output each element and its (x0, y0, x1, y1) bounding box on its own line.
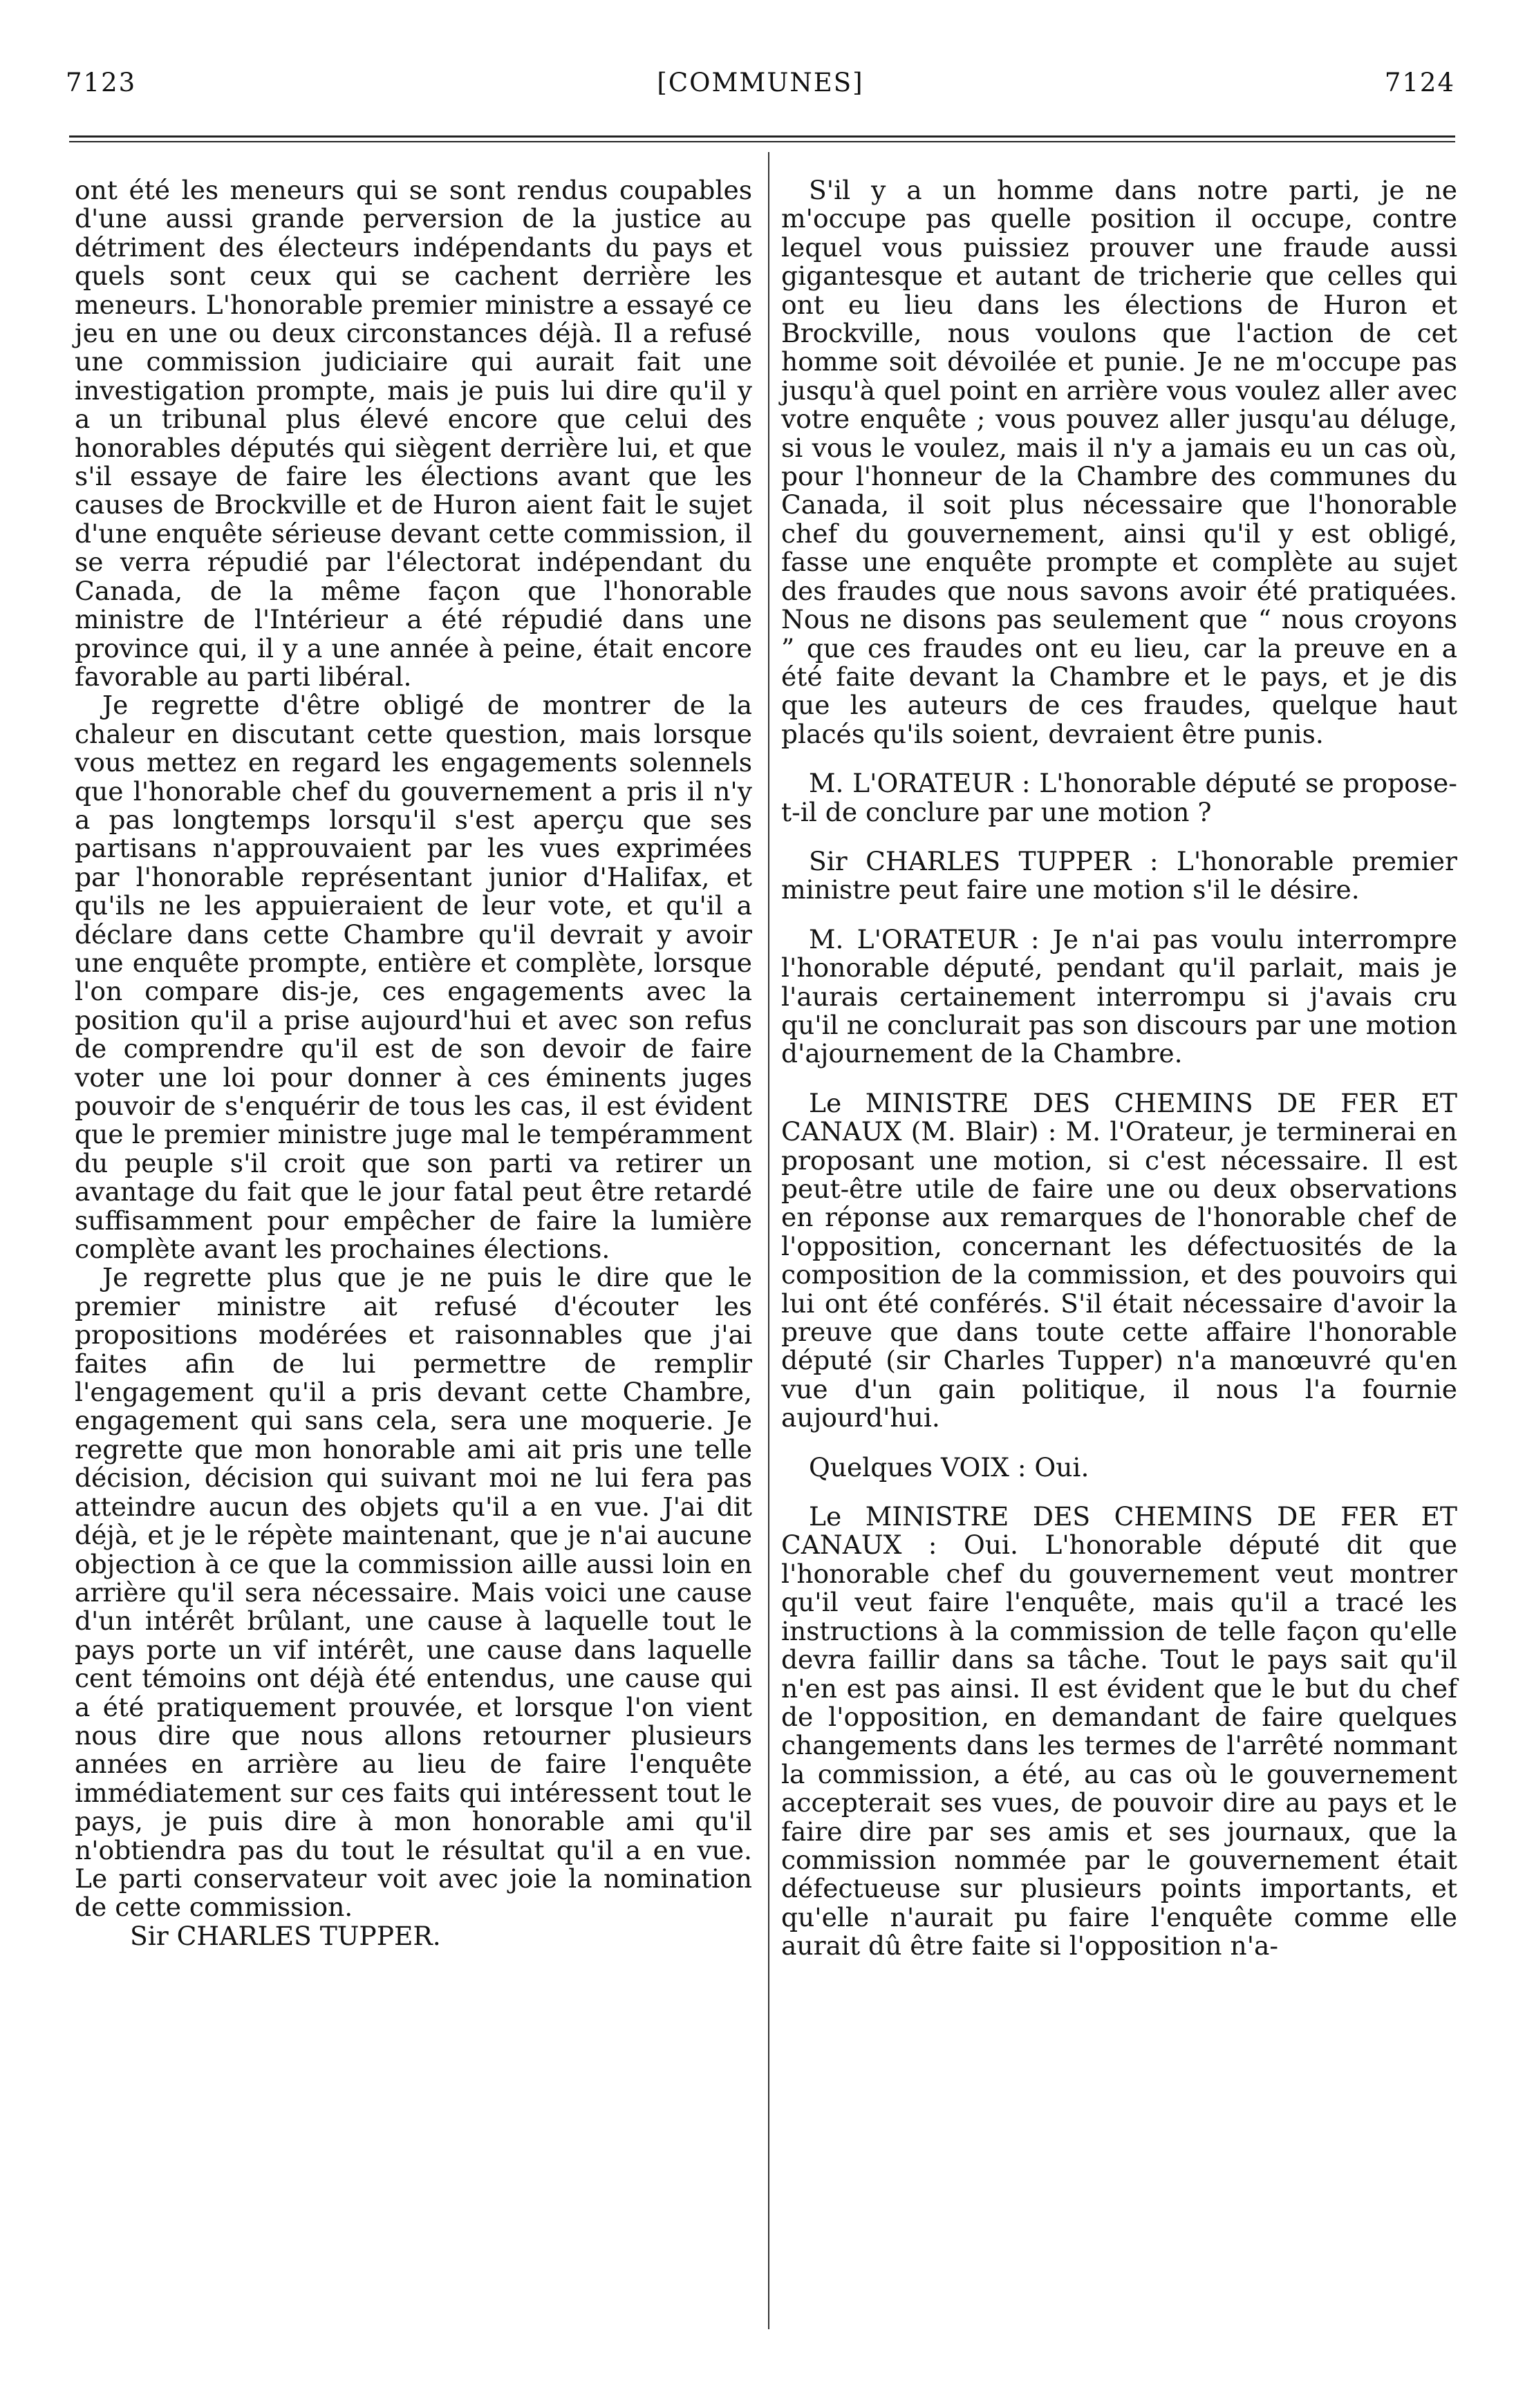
running-title: [COMMUNES] (657, 68, 864, 97)
column-divider (768, 152, 769, 2329)
speech-paragraph: Le MINISTRE DES CHEMINS DE FER ET CANAUX : Oui. L'honorable député dit que l'honorable chef du gouvernement veut montrer qu'il veut faire l'enquête, mais qu'il a tracé les instructions à la commission de telle façon qu'elle devra faillir dans sa tâche. Tout le pays sait qu'il n'en est pas ainsi. Il est évident que le but du chef de l'opposition, en demandant de faire quelques changements dans les termes de l'arrêté nommant la commission, a été, au cas où le gouvernement accepterait ses vues, de pouvoir dire au pays et le faire dire par ses amis et ses journaux, que la commission nommée par le gouvernement était défectueuse sur plusieurs points importants, et qu'elle n'aurait pu faire l'enquête comme elle aurait dû être faite si l'opposition n'a- (781, 1501, 1457, 1962)
header-rule-bottom (69, 141, 1455, 142)
page-number-left: 7123 (66, 68, 137, 97)
paragraph: S'il y a un homme dans notre parti, je ne m'occupe pas quelle position il occupe, contre lequel vous puissiez prouver une fraude aussi gigantesque et autant de tricherie que celles qui ont eu lieu dans les élections de Huron et Brockville, nous voulons que l'action de cet homme soit dévoilée et punie. Je ne m'occupe pas jusqu'à quel point en arrière vous voulez aller avec votre enquête ; vous pouvez aller jusqu'au déluge, si vous le voulez, mais il n'y a jamais eu un cas où, pour l'honneur de la Chambre des communes du Canada, il soit plus nécessaire que l'honorable chef du gouvernement, ainsi qu'il y est obligé, fasse une enquête prompte et complète au sujet des fraudes que nous savons avoir été pratiquées. Nous ne disons pas seulement que “ nous croyons ” que ces fraudes ont eu lieu, car la preuve en a été faite devant la Chambre et le pays, et je dis que les auteurs de ces fraudes, quelque haut placés qu'ils soient, devraient être punis. (781, 175, 1457, 749)
speaker-signoff: Sir CHARLES TUPPER. (130, 1920, 441, 1951)
right-column (781, 176, 1457, 1961)
speech-paragraph: Le MINISTRE DES CHEMINS DE FER ET CANAUX (M. Blair) : M. l'Orateur, je terminerai en proposant une motion, si c'est nécessaire. Il est peut-être utile de faire une ou deux observations en réponse aux remarques de l'honorable chef de l'opposition, concernant les défectuosités de la composition de la commission, et des pouvoirs qui lui ont été conférés. S'il était nécessaire d'avoir la preuve que dans toute cette affaire l'honorable député (sir Charles Tupper) n'a manœuvré qu'en vue d'un gain politique, il nous l'a fournie aujourd'hui. (781, 1087, 1457, 1433)
speech-paragraph: M. L'ORATEUR : Je n'ai pas voulu interrompre l'honorable député, pendant qu'il parlait, mais je l'aurais certainement interrompu si j'avais cru qu'il ne conclurait pas son discours par une motion d'ajournement de la Chambre. (781, 923, 1457, 1069)
header-rule-top (69, 135, 1455, 138)
paragraph: Je regrette d'être obligé de montrer de la chaleur en discutant cette question, mais lorsque vous mettez en regard les engagements solennels que l'honorable chef du gouvernement a pris il n'y a pas longtemps lorsqu'il s'est aperçu que ses partisans n'approuvaient par les vues exprimées par l'honorable représentant junior d'Halifax, et qu'ils ne les appuieraient de leur vote, et qu'il a déclare dans cette Chambre qu'il devrait y avoir une enquête prompte, entière et complète, lorsque l'on compare dis-je, ces engagements avec la position qu'il a prise aujourd'hui et avec son refus de comprendre qu'il est de son devoir de faire voter une loi pour donner à ces éminents juges pouvoir de s'enquérir de tous les cas, il est évident que le premier ministre juge mal le tempéramment du peuple s'il croit que son parti va retirer un avantage du fait que le jour fatal peut être retardé suffisamment pour empêcher de faire la lumière complète avant les prochaines élections. (75, 690, 752, 1265)
page-number-right: 7124 (1384, 68, 1455, 97)
speech-paragraph: Quelques VOIX : Oui. (809, 1451, 1089, 1483)
speech-paragraph: M. L'ORATEUR : L'honorable député se propose-t-il de conclure par une motion ? (781, 768, 1457, 827)
paragraph: ont été les meneurs qui se sont rendus coupables d'une aussi grande perversion de la justice au détriment des électeurs indépendants du pays et quels sont ceux qui se cachent derrière les meneurs. L'honorable premier ministre a essayé ce jeu en une ou deux circonstances déjà. Il a refusé une commission judiciaire qui aurait fait une investigation prompte, mais je puis lui dire qu'il y a un tribunal plus élevé encore que celui des honorables députés qui siègent derrière lui, et que s'il essaye de faire les élections avant que les causes de Brockville et de Huron aient fait le sujet d'une enquête sérieuse devant cette commission, il se verra répudié par l'électorat indépendant du Canada, de la même façon que l'honorable ministre de l'Intérieur a été répudié dans une province qui, il y a une année à peine, était encore favorable au parti libéral. (75, 175, 752, 692)
page-header (66, 68, 1455, 109)
left-column (75, 176, 752, 1950)
speech-paragraph: Sir CHARLES TUPPER : L'honorable premier ministre peut faire une motion s'il le désire. (781, 845, 1457, 905)
paragraph: Je regrette plus que je ne puis le dire que le premier ministre ait refusé d'écouter les propositions modérées et raisonnables que j'ai faites afin de lui permettre de remplir l'engagement qu'il a pris devant cette Chambre, engagement qui sans cela, sera une moquerie. Je regrette que mon honorable ami ait pris une telle décision, décision qui suivant moi ne lui fera pas atteindre aucun des objets qu'il a en vue. J'ai dit déjà, et je le répète maintenant, que je n'ai aucune objection à ce que la commission aille aussi loin en arrière qu'il sera nécessaire. Mais voici une cause d'un intérêt brûlant, une cause à laquelle tout le pays porte un vif intérêt, une cause dans laquelle cent témoins ont déjà été entendus, une cause qui a été pratiquement prouvée, et lorsque l'on vient nous dire que nous allons retourner plusieurs années en arrière au lieu de faire l'enquête immédiatement sur ces faits qui intéressent tout le pays, je puis dire à mon honorable ami qu'il n'obtiendra pas du tout le résultat qu'il a en vue. Le parti conservateur voit avec joie la nomination de cette commission. (75, 1262, 752, 1923)
